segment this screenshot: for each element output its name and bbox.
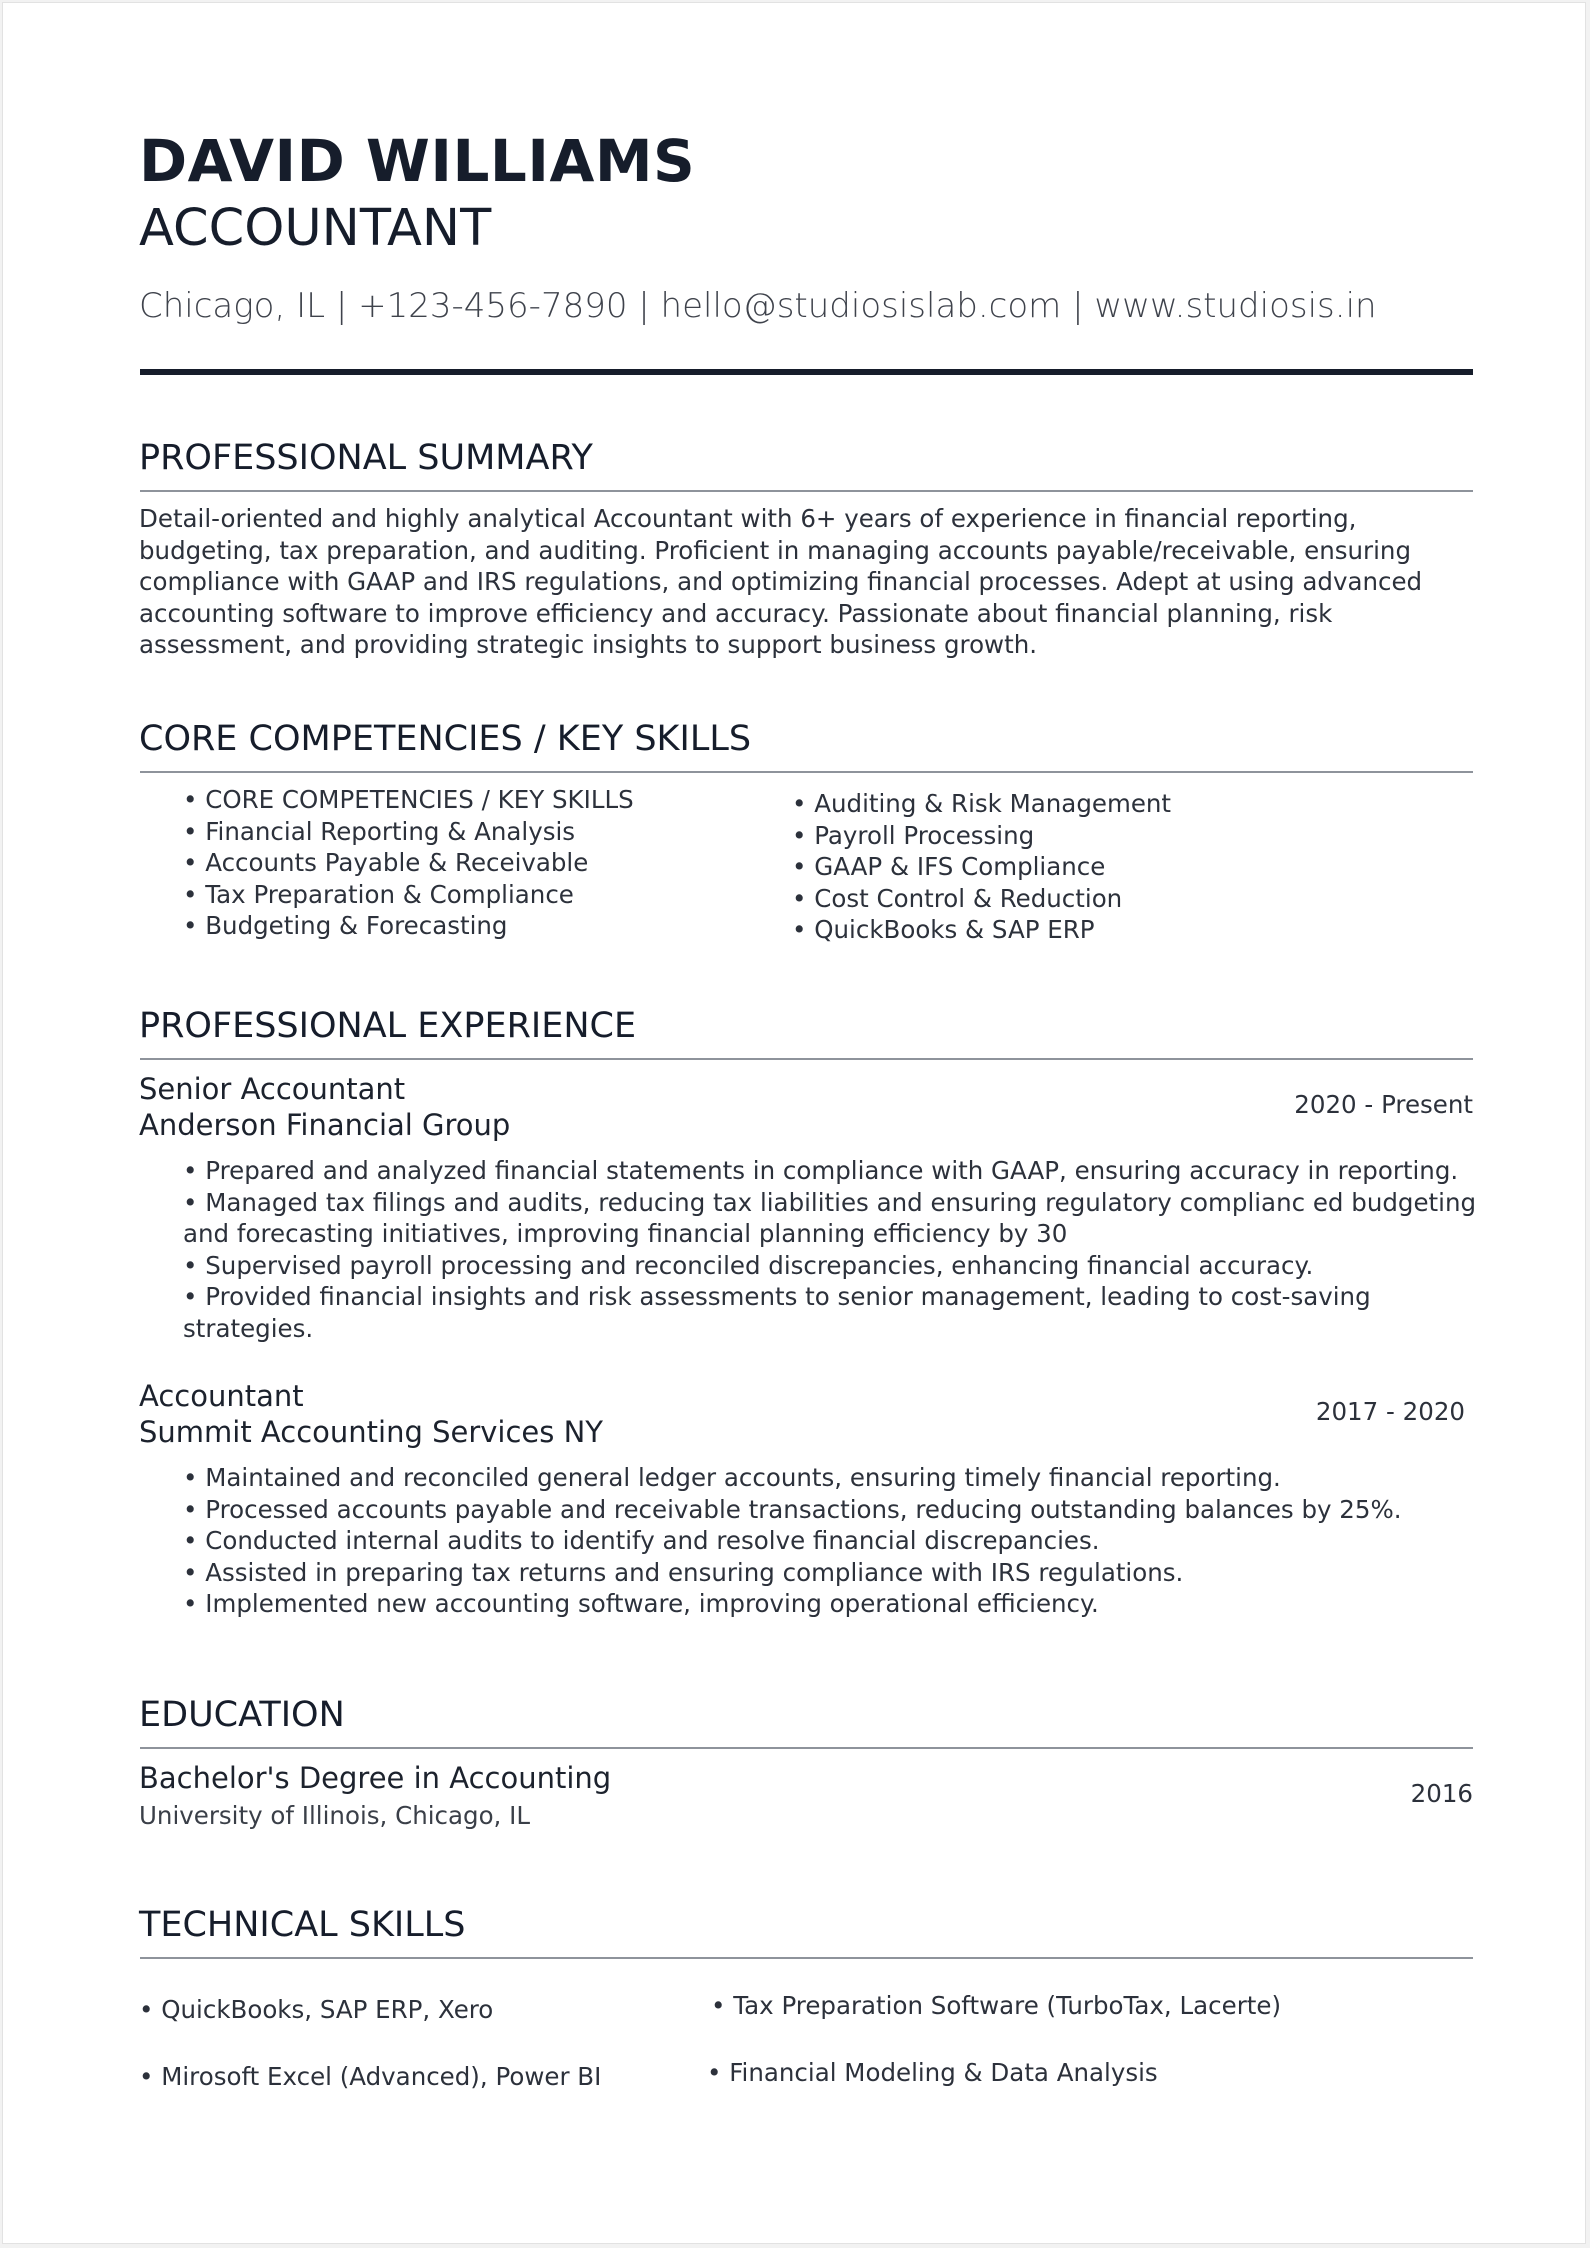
skills-list-right: [792, 788, 1171, 946]
job-dates: 2020 - Present: [1294, 1090, 1473, 1119]
list-item: • Managed tax filings and audits, reducing tax liabilities and ensuring regulatory complianc ed budgeting: [183, 1187, 1477, 1217]
job-title: Accountant: [139, 1379, 304, 1413]
list-item: • Financial Modeling & Data Analysis: [707, 2058, 1158, 2087]
experience-heading: PROFESSIONAL EXPERIENCE: [139, 1006, 637, 1046]
job-company: Summit Accounting Services NY: [139, 1415, 603, 1449]
list-item: • Cost Control & Reduction: [792, 883, 1123, 913]
list-item: • Accounts Payable & Receivable: [183, 848, 589, 878]
list-item: • Processed accounts payable and receivable transactions, reducing outstanding balances by 25%.: [183, 1494, 1402, 1524]
list-item: • QuickBooks, SAP ERP, Xero: [139, 1995, 494, 2024]
list-item: • Budgeting & Forecasting: [183, 911, 508, 941]
list-item: strategies.: [183, 1313, 314, 1343]
candidate-title: ACCOUNTANT: [139, 199, 492, 258]
candidate-name: DAVID WILLIAMS: [139, 127, 696, 195]
resume-page: [2, 2, 1586, 2244]
summary-text: Detail-oriented and highly analytical Accountant with 6+ years of experience in financial reporting, budgeting, tax preparation, and auditing. Proficient in managing accounts payable/receivable, ensuring compliance with GAAP and IRS regulations, and optimizing financial processes. Adept at using advanced accounting software to improve efficiency and accuracy. Passionate about financial planning, risk assessment, and providing strategic insights to support business growth.: [139, 504, 1423, 660]
list-item: • Financial Reporting & Analysis: [183, 816, 576, 846]
list-item: • GAAP & IFS Compliance: [792, 852, 1106, 882]
contact-line: Chicago, IL | +123-456-7890 | hello@studiosislab.com | www.studiosis.in: [139, 286, 1377, 326]
technical-heading: TECHNICAL SKILLS: [139, 1905, 466, 1945]
experience-divider: [140, 1058, 1473, 1060]
degree-title: Bachelor's Degree in Accounting: [139, 1761, 612, 1795]
summary-heading: PROFESSIONAL SUMMARY: [139, 438, 593, 478]
job-bullets: [183, 1155, 1476, 1345]
list-item: • Supervised payroll processing and reconciled discrepancies, enhancing financial accuracy.: [183, 1250, 1314, 1280]
list-item: • Payroll Processing: [792, 820, 1035, 850]
job-company: Anderson Financial Group: [139, 1108, 511, 1142]
school-name: University of Illinois, Chicago, IL: [139, 1801, 531, 1830]
list-item: • Maintained and reconciled general ledger accounts, ensuring timely financial reporting.: [183, 1463, 1281, 1492]
skills-divider: [140, 771, 1473, 773]
skills-list-left: [183, 784, 634, 942]
education-divider: [140, 1747, 1473, 1749]
education-year: 2016: [1410, 1779, 1473, 1808]
education-heading: EDUCATION: [139, 1695, 345, 1735]
job-bullets: [183, 1462, 1402, 1620]
list-item: • QuickBooks & SAP ERP: [792, 915, 1095, 945]
technical-divider: [140, 1957, 1473, 1959]
list-item: • Assisted in preparing tax returns and ensuring compliance with IRS regulations.: [183, 1557, 1184, 1587]
job-dates: 2017 - 2020: [1315, 1397, 1465, 1426]
header-divider: [140, 369, 1473, 375]
list-item: • Mirosoft Excel (Advanced), Power BI: [139, 2062, 602, 2091]
list-item: • Provided financial insights and risk assessments to senior management, leading to cost-saving: [183, 1282, 1371, 1312]
list-item: and forecasting initiatives, improving financial planning efficiency by 30: [183, 1219, 1068, 1249]
list-item: • Implemented new accounting software, improving operational efficiency.: [183, 1589, 1099, 1619]
list-item: • Auditing & Risk Management: [792, 789, 1172, 818]
list-item: • Conducted internal audits to identify and resolve financial discrepancies.: [183, 1526, 1100, 1556]
list-item: • Tax Preparation & Compliance: [183, 879, 574, 909]
job-title: Senior Accountant: [139, 1072, 406, 1106]
list-item: • Prepared and analyzed financial statements in compliance with GAAP, ensuring accuracy in reporting.: [183, 1156, 1459, 1185]
summary-divider: [140, 490, 1473, 492]
list-item: • CORE COMPETENCIES / KEY SKILLS: [183, 785, 634, 814]
skills-heading: CORE COMPETENCIES / KEY SKILLS: [139, 719, 752, 759]
list-item: • Tax Preparation Software (TurboTax, Lacerte): [711, 1991, 1282, 2020]
